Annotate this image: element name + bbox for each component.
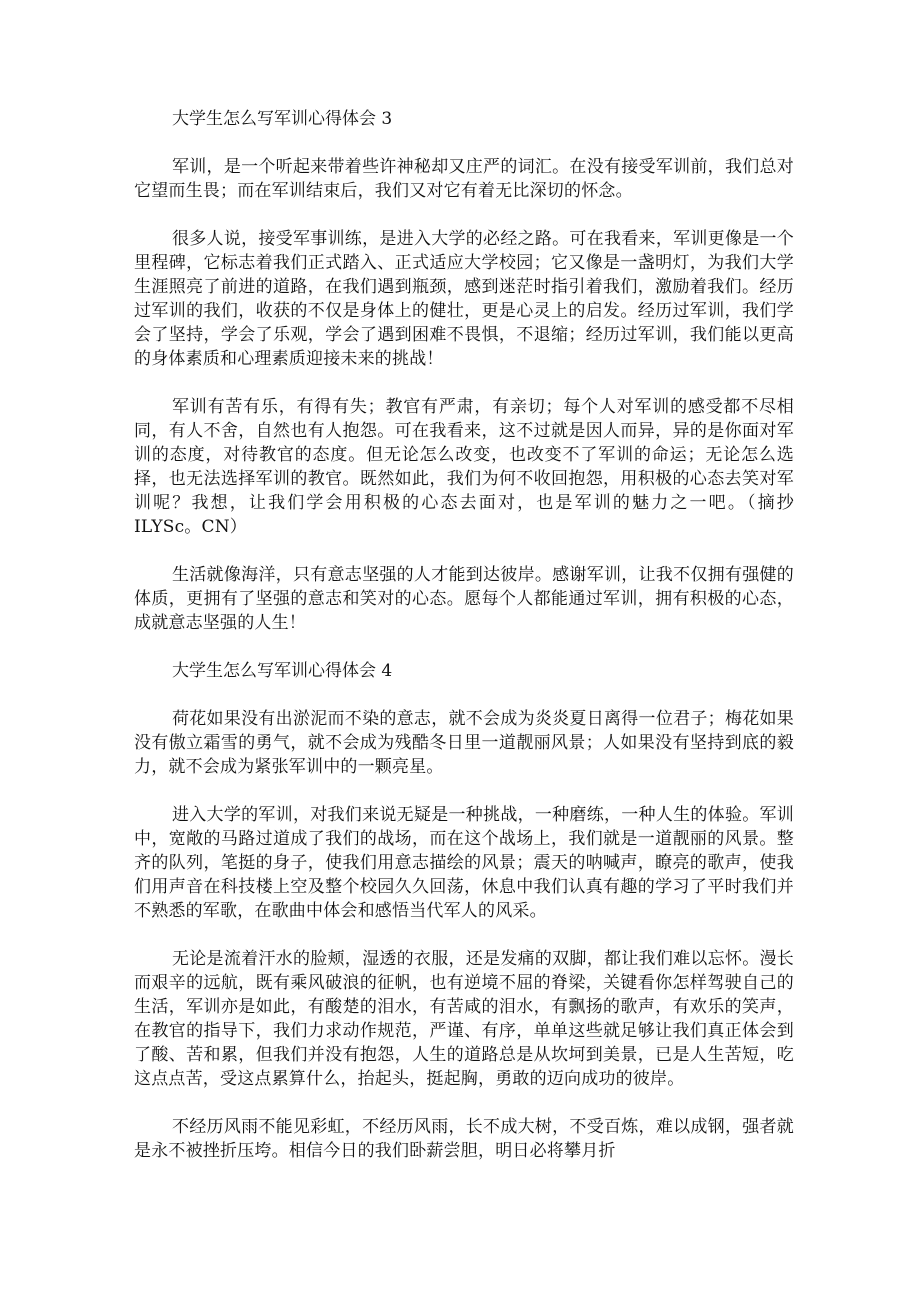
document-page [134,107,794,1163]
paragraph: 很多人说，接受军事训练，是进入大学的必经之路。可在我看来，军训更像是一个里程碑，它标志着我们正式踏入、正式适应大学校园；它又像是一盏明灯，为我们大学生涯照亮了前进的道路，在我们遇到瓶颈，感到迷茫时指引着我们，激励着我们。经历过军训的我们，收获的不仅是身体上的健壮，更是心灵上的启发。经历过军训，我们学会了坚持，学会了乐观，学会了遇到困难不畏惧，不退缩；经历过军训，我们能以更高的身体素质和心理素质迎接未来的挑战！ [134,229,794,369]
paragraph: 军训，是一个听起来带着些许神秘却又庄严的词汇。在没有接受军训前，我们总对它望而生畏；而在军训结束后，我们又对它有着无比深切的怀念。 [134,157,794,201]
paragraph: 军训有苦有乐，有得有失；教官有严肃，有亲切；每个人对军训的感受都不尽相同，有人不舍，自然也有人抱怨。可在我看来，这不过就是因人而异，异的是你面对军训的态度，对待教官的态度。但无论怎么改变，也改变不了军训的命运；无论怎么选择，也无法选择军训的教官。既然如此，我们为何不收回抱怨，用积极的心态去笑对军训呢？我想，让我们学会用积极的心态去面对，也是军训的魅力之一吧。（摘抄 ILYSc。CN） [134,397,794,537]
paragraph: 无论是流着汗水的脸颊，湿透的衣服，还是发痛的双脚，都让我们难以忘怀。漫长而艰辛的远航，既有乘风破浪的征帆，也有逆境不屈的脊梁，关键看你怎样驾驶自己的生活，军训亦是如此，有酸楚的泪水，有苦咸的泪水，有飘扬的歌声，有欢乐的笑声，在教官的指导下，我们力求动作规范，严谨、有序，单单这些就足够让我们真正体会到了酸、苦和累，但我们并没有抱怨，人生的道路总是从坎坷到美景，已是人生苦短，吃这点点苦，受这点累算什么，抬起头，挺起胸，勇敢的迈向成功的彼岸。 [134,949,794,1089]
paragraph: 进入大学的军训，对我们来说无疑是一种挑战，一种磨练，一种人生的体验。军训中，宽敞的马路过道成了我们的战场，而在这个战场上，我们就是一道靓丽的风景。整齐的队列，笔挺的身子，使我们用意志描绘的风景；震天的呐喊声，瞭亮的歌声，使我们用声音在科技楼上空及整个校园久久回荡，休息中我们认真有趣的学习了平时我们并不熟悉的军歌，在歌曲中体会和感悟当代军人的风采。 [134,805,794,921]
section-heading: 大学生怎么写军训心得体会 3 [172,109,393,129]
paragraph: 生活就像海洋，只有意志坚强的人才能到达彼岸。感谢军训，让我不仅拥有强健的体质，更拥有了坚强的意志和笑对的心态。愿每个人都能通过军训，拥有积极的心态，成就意志坚强的人生！ [134,565,794,633]
paragraph: 不经历风雨不能见彩虹，不经历风雨，长不成大树，不受百炼，难以成钢，强者就是永不被挫折压垮。相信今日的我们卧薪尝胆，明日必将攀月折 [134,1117,794,1161]
section-heading: 大学生怎么写军训心得体会 4 [172,661,393,681]
paragraph: 荷花如果没有出淤泥而不染的意志，就不会成为炎炎夏日离得一位君子；梅花如果没有傲立霜雪的勇气，就不会成为残酷冬日里一道靓丽风景；人如果没有坚持到底的毅力，就不会成为紧张军训中的一颗亮星。 [134,709,794,777]
